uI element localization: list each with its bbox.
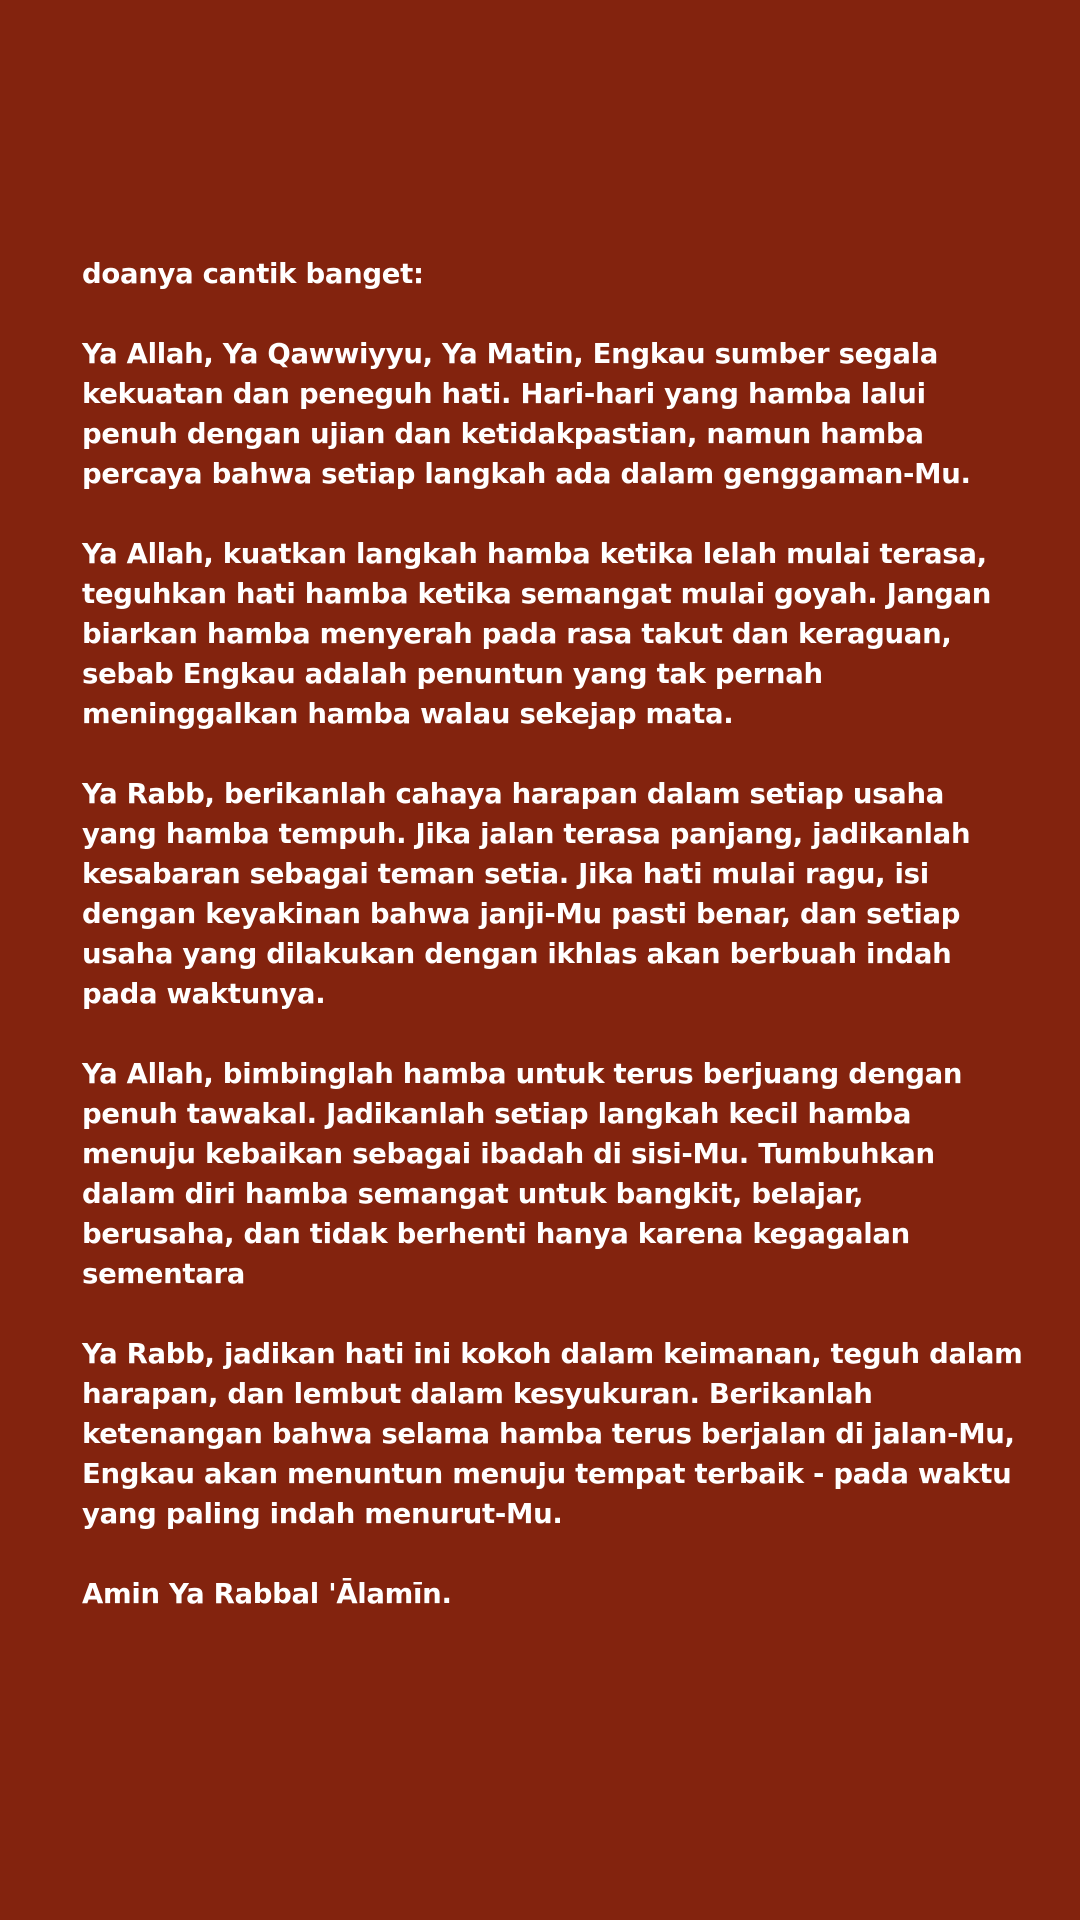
text-line: sebab Engkau adalah penuntun yang tak pernah	[82, 658, 823, 690]
closing-line: Amin Ya Rabbal 'Ālamīn.	[82, 1578, 452, 1610]
text-line: penuh dengan ujian dan ketidakpastian, namun hamba	[82, 418, 924, 450]
paragraph-3	[82, 774, 1022, 1014]
paragraph-spacer	[82, 1534, 1022, 1574]
paragraph-1	[82, 334, 1022, 494]
intro-line: doanya cantik banget:	[82, 258, 424, 290]
paragraph-spacer	[82, 734, 1022, 774]
text-line: ketenangan bahwa selama hamba terus berjalan di jalan-Mu,	[82, 1418, 1015, 1450]
paragraph-spacer	[82, 294, 1022, 334]
text-line: kekuatan dan peneguh hati. Hari-hari yang hamba lalui	[82, 378, 926, 410]
text-line: Ya Allah, bimbinglah hamba untuk terus berjuang dengan	[82, 1058, 963, 1090]
prayer-text-block	[82, 254, 1022, 1614]
text-line: Ya Rabb, berikanlah cahaya harapan dalam setiap usaha	[82, 778, 944, 810]
text-line: yang hamba tempuh. Jika jalan terasa panjang, jadikanlah	[82, 818, 971, 850]
text-line: yang paling indah menurut-Mu.	[82, 1498, 563, 1530]
paragraph-2	[82, 534, 1022, 734]
paragraph-spacer	[82, 494, 1022, 534]
text-line: kesabaran sebagai teman setia. Jika hati mulai ragu, isi	[82, 858, 929, 890]
text-line: dengan keyakinan bahwa janji-Mu pasti benar, dan setiap	[82, 898, 961, 930]
text-line: dalam diri hamba semangat untuk bangkit, belajar,	[82, 1178, 864, 1210]
text-line: berusaha, dan tidak berhenti hanya karena kegagalan	[82, 1218, 910, 1250]
text-line: Ya Rabb, jadikan hati ini kokoh dalam keimanan, teguh dalam	[82, 1338, 1023, 1370]
paragraph-spacer	[82, 1294, 1022, 1334]
paragraph-4	[82, 1054, 1022, 1294]
paragraph-spacer	[82, 1014, 1022, 1054]
text-line: menuju kebaikan sebagai ibadah di sisi-Mu. Tumbuhkan	[82, 1138, 935, 1170]
paragraph-5	[82, 1334, 1022, 1534]
text-line: percaya bahwa setiap langkah ada dalam genggaman-Mu.	[82, 458, 971, 490]
text-line: pada waktunya.	[82, 978, 326, 1010]
text-line: penuh tawakal. Jadikanlah setiap langkah kecil hamba	[82, 1098, 912, 1130]
text-line: biarkan hamba menyerah pada rasa takut dan keraguan,	[82, 618, 952, 650]
text-line: sementara	[82, 1258, 246, 1290]
text-line: usaha yang dilakukan dengan ikhlas akan berbuah indah	[82, 938, 952, 970]
text-line: teguhkan hati hamba ketika semangat mulai goyah. Jangan	[82, 578, 992, 610]
text-line: Engkau akan menuntun menuju tempat terbaik - pada waktu	[82, 1458, 1012, 1490]
text-line: meninggalkan hamba walau sekejap mata.	[82, 698, 734, 730]
text-line: Ya Allah, Ya Qawwiyyu, Ya Matin, Engkau sumber segala	[82, 338, 939, 370]
text-line: Ya Allah, kuatkan langkah hamba ketika lelah mulai terasa,	[82, 538, 987, 570]
text-line: harapan, dan lembut dalam kesyukuran. Berikanlah	[82, 1378, 873, 1410]
